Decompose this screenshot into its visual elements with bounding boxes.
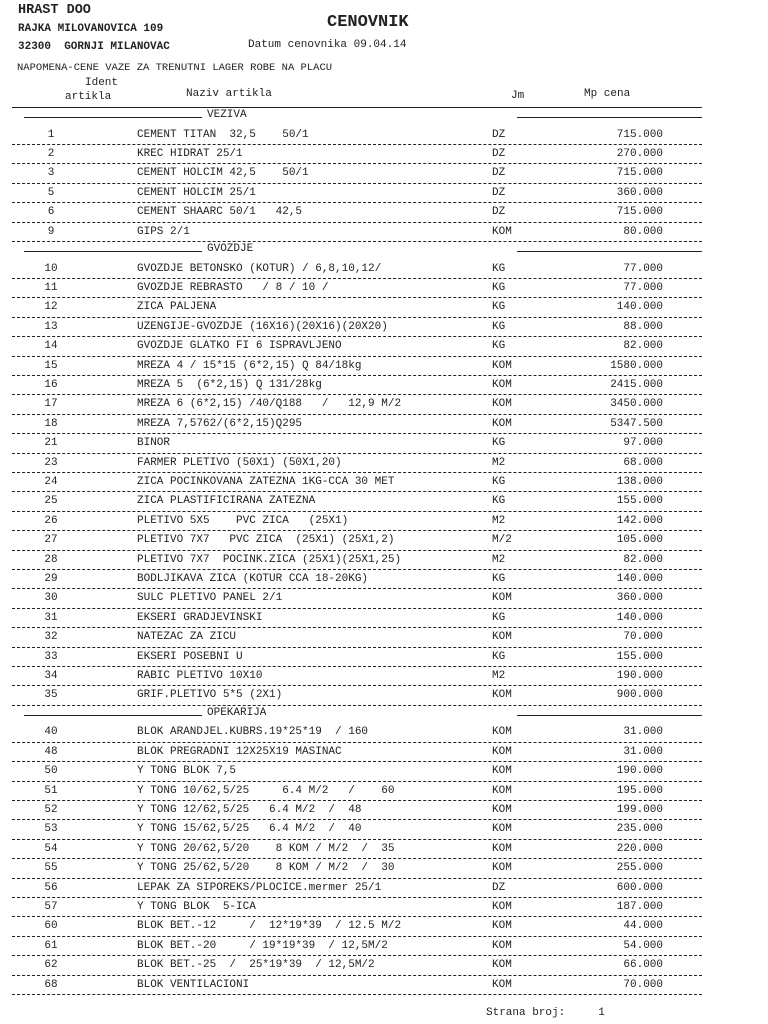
item-unit: KG	[492, 476, 506, 488]
item-name: Y TONG 20/62,5/20 8 KOM / M/2 / 35	[137, 842, 395, 855]
item-price: 70.000	[623, 978, 663, 991]
item-ident: 13	[44, 320, 58, 333]
table-row	[0, 589, 768, 608]
item-price: 97.000	[623, 437, 663, 450]
item-unit: KOM	[492, 745, 512, 758]
section-rule-left	[24, 251, 202, 252]
table-row	[0, 879, 768, 898]
item-price: 3450.000	[610, 398, 663, 411]
item-unit: M2	[492, 553, 506, 566]
item-unit: DZ	[492, 128, 506, 141]
item-name: EKSERI POSEBNI U	[137, 650, 243, 663]
item-ident: 27	[44, 534, 58, 547]
item-ident: 40	[44, 726, 58, 739]
item-unit: KG	[492, 320, 506, 333]
item-name: PLETIVO 7X7 POCINK.ZICA (25X1)(25X1,25)	[137, 553, 402, 566]
table-row	[0, 454, 768, 473]
item-price: 235.000	[616, 823, 663, 836]
item-name: FARMER PLETIVO (50X1) (50X1,20)	[137, 456, 342, 469]
item-name: GVOZDJE GLATKO FI 6 ISPRAVLJENO	[137, 340, 342, 353]
item-unit: KOM	[492, 842, 512, 855]
item-price: 82.000	[623, 553, 663, 566]
item-ident: 50	[44, 765, 58, 778]
item-name: CEMENT SHAARC 50/1 42,5	[137, 206, 303, 219]
item-unit: KG	[492, 340, 506, 353]
item-name: BLOK PREGRADNI 12X25X19 MASINAC	[137, 745, 342, 758]
item-ident: 28	[44, 553, 58, 566]
item-price: 80.000	[623, 225, 663, 238]
item-unit: DZ	[492, 206, 506, 219]
item-name: ZICA PLASTIFICIRANA ZATEZNA	[137, 495, 316, 508]
item-name: Y TONG 10/62,5/25 6.4 M/2 / 60	[137, 784, 395, 797]
table-row	[0, 395, 768, 414]
item-name: MREZA 4 / 15*15 (6*2,15) Q 84/18kg	[137, 359, 362, 372]
item-ident: 25	[44, 495, 58, 508]
item-unit: DZ	[492, 148, 506, 160]
item-ident: 35	[44, 689, 58, 702]
item-price: 255.000	[616, 862, 663, 875]
item-price: 44.000	[623, 920, 663, 933]
item-price: 88.000	[623, 320, 663, 333]
table-row	[0, 279, 768, 298]
table-row	[0, 917, 768, 936]
item-ident: 51	[44, 784, 58, 797]
company-street: RAJKA MILOVANOVICA 109	[18, 23, 164, 35]
table-row	[0, 318, 768, 337]
item-name: UZENGIJE-GVOZDJE (16X16)(20X16)(20X20)	[137, 320, 388, 333]
table-row	[0, 956, 768, 975]
item-unit: KOM	[492, 823, 512, 836]
item-ident: 29	[44, 573, 58, 585]
item-unit: KOM	[492, 726, 512, 739]
item-ident: 53	[44, 823, 58, 836]
table-row	[0, 667, 768, 686]
item-price: 155.000	[616, 495, 663, 508]
table-row	[0, 782, 768, 801]
item-name: PLETIVO 7X7 PVC ZICA (25X1) (25X1,2)	[137, 534, 395, 547]
item-unit: KOM	[492, 784, 512, 797]
item-unit: KOM	[492, 398, 512, 411]
item-name: ZICA PALJENA	[137, 301, 217, 314]
table-row	[0, 145, 768, 164]
table-row	[0, 976, 768, 995]
item-ident: 30	[44, 592, 58, 605]
item-price: 715.000	[616, 128, 663, 141]
table-row	[0, 570, 768, 589]
item-price: 77.000	[623, 282, 663, 294]
item-name: BLOK BET.-25 / 25*19*39 / 12,5M/2	[137, 959, 375, 972]
item-unit: KOM	[492, 225, 512, 238]
item-ident: 48	[44, 745, 58, 758]
item-unit: DZ	[492, 186, 506, 199]
item-ident: 2	[47, 148, 55, 160]
table-row	[0, 164, 768, 183]
item-ident: 55	[44, 862, 58, 875]
item-unit: KG	[492, 650, 506, 663]
item-price: 31.000	[623, 726, 663, 739]
item-unit: KOM	[492, 978, 512, 991]
item-ident: 54	[44, 842, 58, 855]
item-unit: KOM	[492, 417, 512, 430]
item-price: 1580.000	[610, 359, 663, 372]
table-row	[0, 531, 768, 550]
item-ident: 1	[47, 128, 55, 141]
item-name: RABIC PLETIVO 10X10	[137, 670, 263, 682]
document-note: NAPOMENA-CENE VAZE ZA TRENUTNI LAGER ROBE NA PLACU	[17, 62, 333, 74]
item-price: 140.000	[616, 611, 663, 624]
item-unit: KOM	[492, 939, 512, 952]
item-unit: KG	[492, 573, 506, 585]
table-row	[0, 223, 768, 242]
header-item-name: Naziv artikla	[186, 88, 272, 100]
section-rule-left	[24, 715, 202, 716]
item-price: 142.000	[616, 514, 663, 527]
item-ident: 33	[44, 650, 58, 663]
item-ident: 32	[44, 631, 58, 644]
item-name: BODLJIKAVA ZICA (KOTUR CCA 18-20KG)	[137, 573, 369, 585]
table-row	[0, 762, 768, 781]
item-unit: KOM	[492, 359, 512, 372]
item-name: Y TONG BLOK 5-ICA	[137, 901, 256, 913]
item-price: 360.000	[616, 186, 663, 199]
table-row	[0, 184, 768, 203]
item-ident: 12	[44, 301, 58, 314]
item-ident: 18	[44, 417, 58, 430]
item-ident: 23	[44, 456, 58, 469]
row-separator	[12, 994, 702, 995]
item-ident: 14	[44, 340, 58, 353]
header-ident-line1: Ident	[85, 77, 119, 89]
item-price: 70.000	[623, 631, 663, 644]
header-price: Mp cena	[584, 88, 631, 100]
item-ident: 56	[44, 881, 58, 894]
item-name: EKSERI GRADJEVINSKI	[137, 611, 263, 624]
table-row	[0, 686, 768, 705]
item-price: 105.000	[616, 534, 663, 547]
item-name: MREZA 7,5762/(6*2,15)Q295	[137, 417, 303, 430]
item-ident: 17	[44, 398, 58, 411]
item-ident: 60	[44, 920, 58, 933]
item-ident: 9	[47, 225, 55, 238]
table-row	[0, 492, 768, 511]
item-price: 900.000	[616, 689, 663, 702]
item-unit: KOM	[492, 765, 512, 778]
table-row	[0, 415, 768, 434]
item-price: 360.000	[616, 592, 663, 605]
item-price: 155.000	[616, 650, 663, 663]
table-row	[0, 337, 768, 356]
item-name: Y TONG 12/62,5/25 6.4 M/2 / 48	[137, 804, 362, 816]
item-price: 54.000	[623, 939, 663, 952]
item-ident: 68	[44, 978, 58, 991]
item-name: SULC PLETIVO PANEL 2/1	[137, 592, 283, 605]
section-header	[0, 108, 768, 126]
item-name: BINOR	[137, 437, 171, 450]
section-rule-right	[517, 117, 702, 118]
section-name: GVOZDJE	[207, 243, 254, 255]
item-unit: KOM	[492, 901, 512, 913]
item-name: MREZA 5 (6*2,15) Q 131/28kg	[137, 379, 322, 391]
table-row	[0, 434, 768, 453]
item-unit: M/2	[492, 534, 512, 547]
item-price: 600.000	[616, 881, 663, 894]
table-row	[0, 376, 768, 395]
table-row	[0, 473, 768, 492]
table-row	[0, 609, 768, 628]
item-unit: KG	[492, 437, 506, 450]
item-name: Y TONG BLOK 7,5	[137, 765, 237, 778]
item-unit: KOM	[492, 631, 512, 644]
table-row	[0, 743, 768, 762]
table-row	[0, 551, 768, 570]
item-ident: 62	[44, 959, 58, 972]
table-row	[0, 628, 768, 647]
item-price: 270.000	[616, 148, 663, 160]
item-name: GIPS 2/1	[137, 225, 190, 238]
item-unit: M2	[492, 670, 506, 682]
item-price: 715.000	[616, 167, 663, 180]
item-price: 199.000	[616, 804, 663, 816]
item-name: BLOK BET.-20 / 19*19*39 / 12,5M/2	[137, 939, 388, 952]
item-ident: 31	[44, 611, 58, 624]
item-name: ZICA POCINKOVANA ZATEZNA 1KG-CCA 30 MET	[137, 476, 395, 488]
company-city: 32300 GORNJI MILANOVAC	[18, 41, 170, 53]
item-unit: KOM	[492, 804, 512, 816]
table-row	[0, 260, 768, 279]
item-unit: KOM	[492, 592, 512, 605]
item-name: GVOZDJE BETONSKO (KOTUR) / 6,8,10,12/	[137, 262, 382, 275]
item-price: 195.000	[616, 784, 663, 797]
header-unit: Jm	[511, 90, 525, 102]
item-unit: M2	[492, 514, 506, 527]
section-name: VEZIVA	[207, 109, 247, 121]
table-row	[0, 203, 768, 222]
item-name: MREZA 6 (6*2,15) /40/Q188 / 12,9 M/2	[137, 398, 402, 411]
item-price: 190.000	[616, 670, 663, 682]
table-row	[0, 937, 768, 956]
item-price: 68.000	[623, 456, 663, 469]
page-number: Strana broj: 1	[486, 1007, 605, 1019]
item-price: 715.000	[616, 206, 663, 219]
item-price: 220.000	[616, 842, 663, 855]
item-unit: KG	[492, 495, 506, 508]
item-price: 140.000	[616, 301, 663, 314]
item-name: PLETIVO 5X5 PVC ZICA (25X1)	[137, 514, 349, 527]
item-unit: KG	[492, 301, 506, 314]
document-date: Datum cenovnika 09.04.14	[248, 39, 407, 51]
item-price: 187.000	[616, 901, 663, 913]
item-ident: 21	[44, 437, 58, 450]
item-name: NATEZAC ZA ZICU	[137, 631, 237, 644]
document-title: CENOVNIK	[327, 13, 409, 32]
section-rule-left	[24, 117, 202, 118]
item-unit: KG	[492, 262, 506, 275]
item-name: CEMENT HOLCIM 25/1	[137, 186, 256, 199]
item-unit: DZ	[492, 167, 506, 180]
section-rule-right	[517, 715, 702, 716]
item-unit: DZ	[492, 881, 506, 894]
item-name: BLOK VENTILACIONI	[137, 978, 250, 991]
item-ident: 11	[44, 282, 58, 294]
item-unit: KOM	[492, 689, 512, 702]
item-ident: 34	[44, 670, 58, 682]
section-header	[0, 706, 768, 724]
item-ident: 5	[47, 186, 55, 199]
table-row	[0, 648, 768, 667]
item-price: 77.000	[623, 262, 663, 275]
item-unit: KG	[492, 282, 506, 294]
table-row	[0, 840, 768, 859]
section-name: OPEKARIJA	[207, 706, 267, 719]
item-price: 66.000	[623, 959, 663, 972]
item-ident: 3	[47, 167, 55, 180]
table-row	[0, 801, 768, 820]
table-row	[0, 126, 768, 145]
table-row	[0, 723, 768, 742]
table-row	[0, 898, 768, 917]
item-price: 5347.500	[610, 417, 663, 430]
item-ident: 24	[44, 476, 58, 488]
section-header	[0, 242, 768, 260]
item-name: CEMENT TITAN 32,5 50/1	[137, 128, 309, 141]
item-name: GRIF.PLETIVO 5*5 (2X1)	[137, 689, 283, 702]
item-ident: 52	[44, 804, 58, 816]
item-name: CEMENT HOLCIM 42,5 50/1	[137, 167, 309, 180]
table-row	[0, 298, 768, 317]
item-unit: KOM	[492, 862, 512, 875]
item-price: 82.000	[623, 340, 663, 353]
company-name: HRAST DOO	[18, 3, 91, 18]
item-name: KREC HIDRAT 25/1	[137, 148, 243, 160]
item-name: Y TONG 25/62,5/20 8 KOM / M/2 / 30	[137, 862, 395, 875]
item-price: 31.000	[623, 745, 663, 758]
item-ident: 10	[44, 262, 58, 275]
item-unit: KG	[492, 611, 506, 624]
table-row	[0, 820, 768, 839]
item-price: 138.000	[616, 476, 663, 488]
section-rule-right	[517, 251, 702, 252]
item-name: BLOK ARANDJEL.KUBRS.19*25*19 / 160	[137, 726, 369, 739]
item-price: 190.000	[616, 765, 663, 778]
item-unit: KOM	[492, 379, 512, 391]
item-unit: M2	[492, 456, 506, 469]
header-ident-line2: artikla	[65, 91, 112, 103]
item-name: LEPAK ZA SIPOREKS/PLOCICE.mermer 25/1	[137, 881, 382, 894]
item-ident: 26	[44, 514, 58, 527]
item-ident: 16	[44, 379, 58, 391]
item-ident: 61	[44, 939, 58, 952]
item-unit: KOM	[492, 959, 512, 972]
item-price: 2415.000	[610, 379, 663, 391]
item-name: Y TONG 15/62,5/25 6.4 M/2 / 40	[137, 823, 362, 836]
item-unit: KOM	[492, 920, 512, 933]
table-row	[0, 357, 768, 376]
item-ident: 15	[44, 359, 58, 372]
table-row	[0, 859, 768, 878]
item-name: BLOK BET.-12 / 12*19*39 / 12.5 M/2	[137, 920, 402, 933]
item-ident: 6	[47, 206, 55, 219]
item-name: GVOZDJE REBRASTO / 8 / 10 /	[137, 282, 329, 294]
item-ident: 57	[44, 901, 58, 913]
item-price: 140.000	[616, 573, 663, 585]
table-row	[0, 512, 768, 531]
